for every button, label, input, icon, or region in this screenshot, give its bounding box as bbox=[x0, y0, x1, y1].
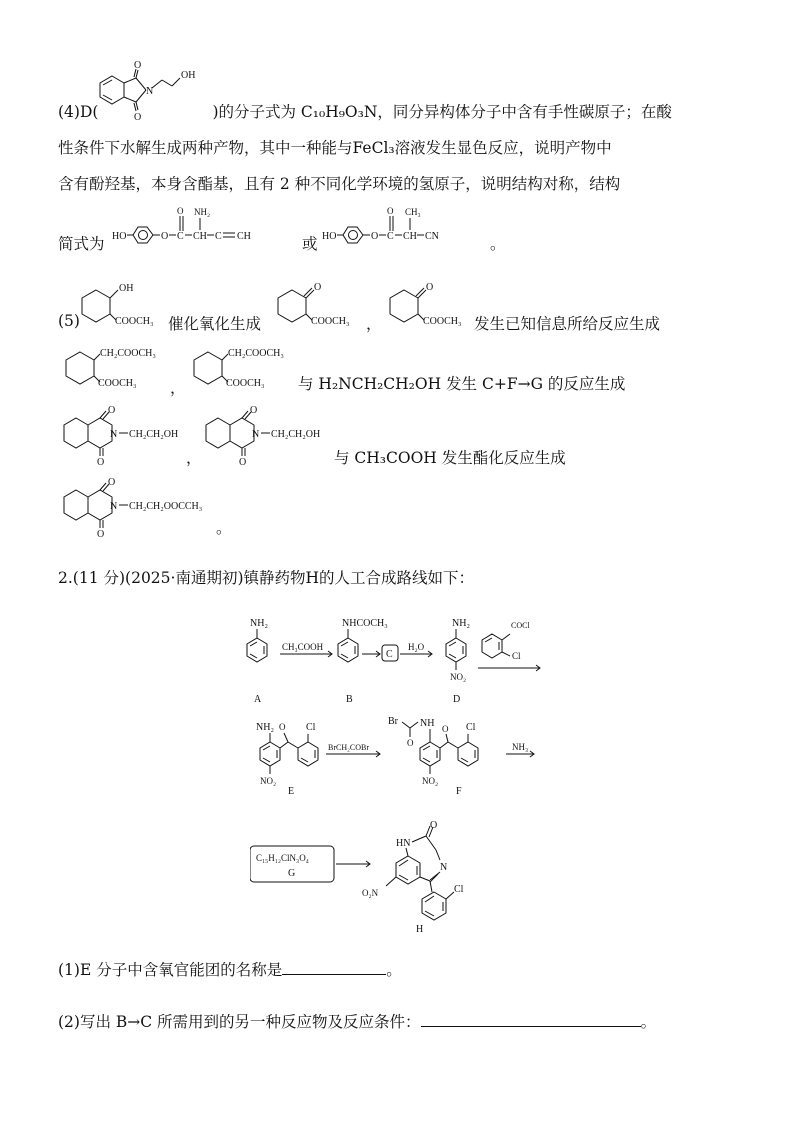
svg-text:O: O bbox=[371, 231, 379, 242]
part4-or: 或 bbox=[302, 235, 318, 253]
part5-mol8-acetate bbox=[58, 474, 228, 540]
svg-text:COOCH₃: COOCH₃ bbox=[115, 316, 154, 327]
reagent-nh3: NH₃ bbox=[512, 742, 529, 752]
svg-text:N: N bbox=[110, 501, 118, 512]
sub-question-1-end: 。 bbox=[386, 961, 402, 979]
reagent-cocl: COCl bbox=[511, 621, 530, 630]
compound-b-group: NHCOCH₃ bbox=[342, 618, 388, 629]
svg-text:N: N bbox=[252, 429, 260, 440]
compound-a-label: A bbox=[254, 694, 262, 705]
part5-mol4-diester bbox=[58, 342, 178, 392]
part5-text-1: 催化氧化生成 bbox=[168, 315, 262, 333]
svg-text:CH: CH bbox=[193, 231, 207, 242]
part5-comma-3: ， bbox=[186, 449, 202, 467]
svg-text:CH₂COOCH₃: CH₂COOCH₃ bbox=[100, 348, 156, 359]
svg-text:COOCH₃: COOCH₃ bbox=[423, 316, 462, 327]
part5-mol2-keto-ester bbox=[270, 278, 370, 333]
svg-text:O: O bbox=[177, 206, 184, 216]
svg-text:N: N bbox=[110, 429, 118, 440]
part5-end: 。 bbox=[216, 519, 232, 537]
sub-question-1-text: (1)E 分子中含氧官能团的名称是 bbox=[58, 961, 283, 979]
compound-h-label: H bbox=[416, 924, 424, 935]
svg-text:CH₂CH₂OH: CH₂CH₂OH bbox=[271, 429, 321, 440]
d-oxygen-bottom: O bbox=[134, 112, 142, 120]
svg-text:COOCH₃: COOCH₃ bbox=[311, 316, 350, 327]
compound-g-label: G bbox=[288, 868, 296, 879]
part5-mol3-keto-ester bbox=[382, 278, 482, 333]
svg-text:O: O bbox=[250, 405, 258, 416]
svg-text:C: C bbox=[177, 231, 184, 242]
part4-end: 。 bbox=[490, 235, 506, 253]
svg-text:CH: CH bbox=[403, 231, 417, 242]
sub-question-2-text: (2)写出 B→C 所需用到的另一种反应物及反应条件： bbox=[58, 1013, 421, 1031]
svg-text:OH: OH bbox=[119, 283, 134, 294]
part5-mol5-diester bbox=[186, 342, 306, 392]
reagent-brch2cobr: BrCH₂COBr bbox=[328, 743, 370, 752]
compound-g-formula: C₁₅H₁₂ClN₃O₄ bbox=[256, 853, 309, 863]
svg-text:O: O bbox=[239, 457, 247, 468]
synthesis-route-row-2 bbox=[250, 712, 540, 808]
compound-e-cl: Cl bbox=[306, 722, 316, 733]
compound-h-hn: HN bbox=[396, 838, 411, 849]
svg-text:CH₂CH₂OOCCH₃: CH₂CH₂OOCCH₃ bbox=[129, 501, 203, 512]
part5-mol6-imide bbox=[58, 402, 198, 468]
reagent-h2o: H₂O bbox=[408, 642, 425, 652]
svg-text:O: O bbox=[97, 529, 105, 540]
svg-text:C: C bbox=[215, 231, 222, 242]
sub-question-2-end: 。 bbox=[640, 1013, 657, 1031]
part4-line1-text: )的分子式为 C₁₀H₉O₃N，同分异构体分子中含有手性碳原子；在酸 bbox=[212, 103, 672, 121]
compound-a-nh2: NH₂ bbox=[250, 618, 268, 629]
svg-text:CH: CH bbox=[237, 231, 251, 242]
svg-text:O: O bbox=[426, 282, 434, 293]
part5-mol7-imide bbox=[200, 402, 340, 468]
compound-e-nh2: NH₂ bbox=[256, 722, 274, 733]
compound-f-label: F bbox=[456, 786, 462, 797]
compound-d-no2: NO₂ bbox=[450, 672, 467, 682]
compound-e-o: O bbox=[279, 722, 286, 732]
compound-e-label: E bbox=[288, 786, 295, 797]
part4-line2: 性条件下水解生成两种产物，其中一种能与FeCl₃溶液发生显色反应，说明产物中 bbox=[58, 139, 612, 157]
compound-h-o: O bbox=[430, 820, 438, 831]
d-nitrogen: N bbox=[146, 86, 154, 97]
part5-text-3: 与 H₂NCH₂CH₂OH 发生 C+F→G 的反应生成 bbox=[298, 375, 626, 393]
compound-d-label: D bbox=[453, 694, 461, 705]
svg-text:CN: CN bbox=[425, 231, 439, 242]
svg-text:CH₂COOCH₃: CH₂COOCH₃ bbox=[228, 348, 284, 359]
compound-h-no2: O₂N bbox=[362, 888, 379, 898]
answer-blank-2[interactable] bbox=[421, 1012, 641, 1027]
part5-label: (5) bbox=[58, 312, 80, 330]
svg-text:HO: HO bbox=[112, 231, 127, 242]
compound-f-o1: O bbox=[407, 738, 414, 748]
part5-text-4: 与 CH₃COOH 发生酯化反应生成 bbox=[334, 449, 566, 467]
compound-b-label: B bbox=[346, 694, 353, 705]
svg-text:NH₂: NH₂ bbox=[194, 207, 211, 217]
answer-blank-1[interactable] bbox=[282, 960, 386, 975]
sub-question-2 bbox=[58, 1010, 656, 1032]
question-2-title: 2.(11 分)(2025·南通期初)镇静药物H的人工合成路线如下： bbox=[58, 569, 475, 587]
compound-h-n: N bbox=[440, 862, 448, 873]
compound-f-br: Br bbox=[388, 716, 398, 727]
svg-text:COOCH₃: COOCH₃ bbox=[98, 378, 137, 389]
svg-text:O: O bbox=[108, 405, 116, 416]
sub-question-1 bbox=[58, 958, 402, 980]
svg-text:HO: HO bbox=[322, 231, 337, 242]
synthesis-route-row-3 bbox=[250, 820, 500, 935]
compound-f-nh: NH bbox=[420, 718, 435, 729]
d-oxygen-top: O bbox=[134, 60, 142, 71]
reagent-ch3cooh: CH₃COOH bbox=[282, 642, 324, 652]
part5-text-2: 发生已知信息所给反应生成 bbox=[474, 315, 661, 333]
svg-text:CH₃: CH₃ bbox=[405, 207, 421, 217]
compound-e-no2: NO₂ bbox=[260, 776, 277, 786]
d-hydroxyl: OH bbox=[181, 70, 196, 81]
compound-c-box: C bbox=[386, 649, 393, 660]
part5-comma-1: ， bbox=[366, 315, 382, 333]
compound-f-o2: O bbox=[442, 724, 449, 734]
compound-f-cl: Cl bbox=[466, 722, 476, 733]
svg-text:O: O bbox=[161, 231, 169, 242]
isomer-2-structure bbox=[322, 202, 502, 252]
compound-d-nh2: NH₂ bbox=[452, 618, 470, 629]
part5-mol1-hydroxy-ester bbox=[74, 278, 174, 333]
part4-line1 bbox=[58, 100, 672, 122]
compound-f-no2: NO₂ bbox=[422, 776, 439, 786]
isomer-1-structure bbox=[112, 202, 312, 252]
svg-text:O: O bbox=[314, 282, 322, 293]
part5-comma-2: ， bbox=[170, 379, 186, 397]
svg-text:COOCH₃: COOCH₃ bbox=[226, 378, 265, 389]
svg-text:CH₂CH₂OH: CH₂CH₂OH bbox=[129, 429, 179, 440]
svg-text:O: O bbox=[97, 457, 105, 468]
part4-line3: 含有酚羟基，本身含酯基，且有 2 种不同化学环境的氢原子，说明结构对称，结构 bbox=[58, 175, 621, 193]
part4-label: (4)D( bbox=[58, 103, 99, 121]
compound-h-cl: Cl bbox=[454, 884, 464, 895]
svg-text:O: O bbox=[108, 477, 116, 488]
svg-text:C: C bbox=[387, 231, 394, 242]
svg-text:O: O bbox=[387, 206, 394, 216]
reagent-cl: Cl bbox=[512, 651, 521, 661]
part4-line4-start: 简式为 bbox=[58, 235, 105, 253]
synthesis-route-row-1 bbox=[240, 612, 550, 710]
